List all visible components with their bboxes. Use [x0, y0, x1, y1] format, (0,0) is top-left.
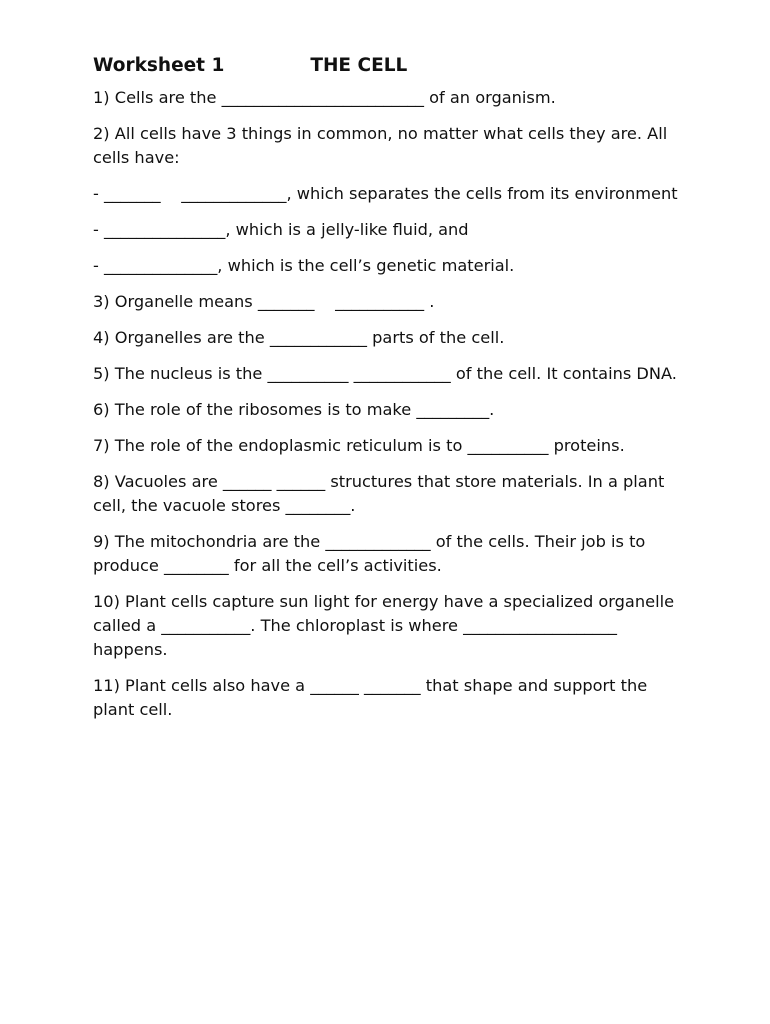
question-6: 6) The role of the ribosomes is to make _________. [93, 400, 495, 419]
question-10: 10) Plant cells capture sun light for energy have a specialized organelle called a ___________. The chloroplast is where ___________________ happens. [93, 592, 680, 659]
worksheet-page [93, 52, 693, 734]
question-2-item-cytoplasm: - _______________, which is a jelly-like fluid, and [93, 220, 469, 239]
question-3: 3) Organelle means _______ ___________ . [93, 292, 435, 311]
question-5: 5) The nucleus is the __________ ____________ of the cell. It contains DNA. [93, 364, 677, 383]
question-11: 11) Plant cells also have a ______ _______ that shape and support the plant cell. [93, 676, 653, 719]
question-1: 1) Cells are the _________________________ of an organism. [93, 88, 556, 107]
worksheet-label: Worksheet 1 [93, 55, 225, 76]
question-7: 7) The role of the endoplasmic reticulum is to __________ proteins. [93, 436, 625, 455]
worksheet-title: THE CELL [310, 55, 408, 76]
question-2-item-genetic-material: - ______________, which is the cell’s genetic material. [93, 256, 515, 275]
question-8: 8) Vacuoles are ______ ______ structures that store materials. In a plant cell, the vacuole stores ________. [93, 472, 670, 515]
question-9: 9) The mitochondria are the _____________ of the cells. Their job is to produce ________ for all the cell’s activities. [93, 532, 651, 575]
question-2: 2) All cells have 3 things in common, no matter what cells they are. All cells have: [93, 124, 673, 167]
question-4: 4) Organelles are the ____________ parts of the cell. [93, 328, 505, 347]
worksheet-heading [93, 52, 693, 80]
question-2-item-membrane: - _______ _____________, which separates the cells from its environment [93, 184, 678, 203]
